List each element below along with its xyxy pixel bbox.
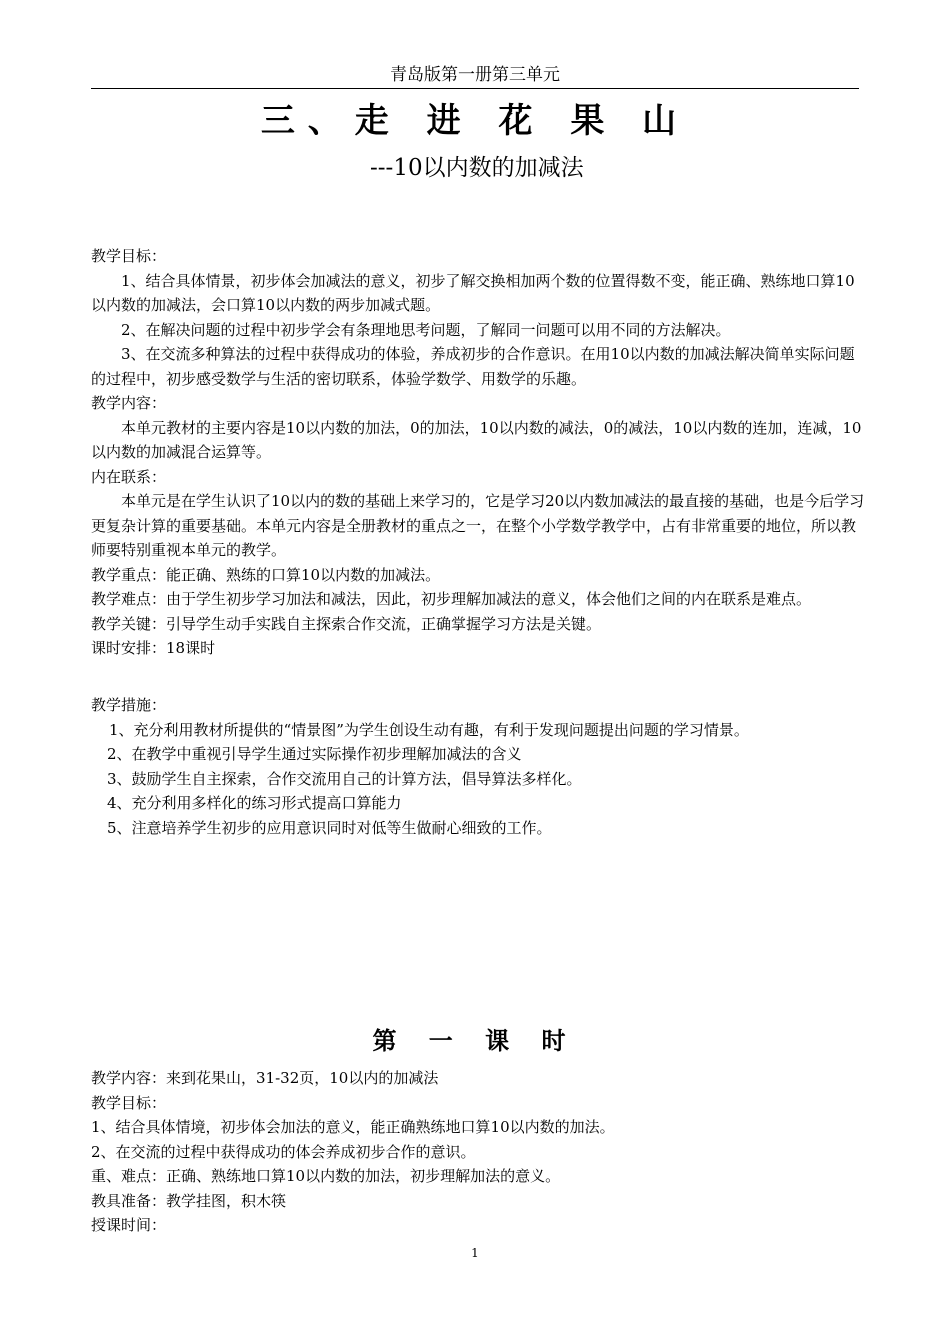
goal-item: 3、在交流多种算法的过程中获得成功的体验，养成初步的合作意识。在用10以内数的加减法解决简单实际问题的过程中，初步感受数学与生活的密切联系，体验学数学、用数学的乐趣。 — [91, 345, 855, 388]
lesson-line: 2、在交流的过程中获得成功的体会养成初步合作的意识。 — [91, 1142, 476, 1161]
measure-item: 1、充分利用教材所提供的“情景图”为学生创设生动有趣，有利于发现问题提出问题的学习情景。 — [109, 720, 749, 739]
measures-section — [91, 693, 869, 840]
key-point: 教学重点：能正确、熟练的口算10以内数的加减法。 — [91, 565, 441, 584]
goal-item: 2、在解决问题的过程中初步学会有条理地思考问题，了解同一问题可以用不同的方法解决。 — [121, 320, 731, 339]
measures-label: 教学措施： — [91, 696, 167, 714]
unit-plan-section — [91, 244, 869, 661]
lesson-line: 授课时间： — [91, 1216, 167, 1234]
lesson-line: 教学目标： — [91, 1093, 167, 1112]
page-header: 青岛版第一册第三单元 — [91, 64, 859, 89]
measure-item: 3、鼓励学生自主探索，合作交流用自己的计算方法，倡导算法多样化。 — [107, 769, 582, 788]
lesson-line: 重、难点：正确、熟练地口算10以内数的加法，初步理解加法的意义。 — [91, 1167, 561, 1185]
unit-subtitle: ---10以内数的加减法 — [370, 155, 584, 181]
lesson-section — [91, 1066, 869, 1238]
content-label: 教学内容： — [91, 394, 167, 412]
unit-title: 三、走 进 花 果 山 — [260, 101, 690, 141]
key: 教学关键：引导学生动手实践自主探索合作交流，正确掌握学习方法是关键。 — [91, 614, 602, 633]
lesson-title: 第 一 课 时 — [372, 1027, 578, 1055]
relation-text: 本单元是在学生认识了10以内的数的基础上来学习的，它是学习20以内数加减法的最直接的基础，也是今后学习更复杂计算的重要基础。本单元内容是全册教材的重点之一，在整个小学数学教学中，占有非常重要的地位，所以教师要特别重视本单元的教学。 — [91, 492, 865, 559]
difficulty: 教学难点：由于学生初步学习加法和减法，因此，初步理解加减法的意义，体会他们之间的内在联系是难点。 — [91, 590, 812, 608]
lesson-line: 1、结合具体情境，初步体会加法的意义，能正确熟练地口算10以内数的加法。 — [91, 1118, 615, 1136]
page-number: 1 — [471, 1246, 479, 1260]
measure-item: 4、充分利用多样化的练习形式提高口算能力 — [107, 794, 402, 812]
measure-item: 5、注意培养学生初步的应用意识同时对低等生做耐心细致的工作。 — [107, 818, 552, 837]
goals-label: 教学目标： — [91, 247, 167, 265]
relation-label: 内在联系： — [91, 467, 167, 486]
goal-item: 1、结合具体情景，初步体会加减法的意义，初步了解交换相加两个数的位置得数不变，能正确、熟练地口算10以内数的加减法，会口算10以内数的两步加减式题。 — [91, 271, 855, 314]
measure-item: 2、在教学中重视引导学生通过实际操作初步理解加减法的含义 — [107, 745, 522, 763]
schedule: 课时安排：18课时 — [91, 639, 216, 657]
lesson-line: 教具准备：教学挂图，积木筷 — [91, 1191, 287, 1210]
content-text: 本单元教材的主要内容是10以内数的加法，0的加法，10以内数的减法，0的减法，10以内数的连加，连减，10以内数的加减混合运算等。 — [91, 418, 862, 461]
lesson-line: 教学内容：来到花果山，31-32页，10以内的加减法 — [91, 1069, 439, 1087]
